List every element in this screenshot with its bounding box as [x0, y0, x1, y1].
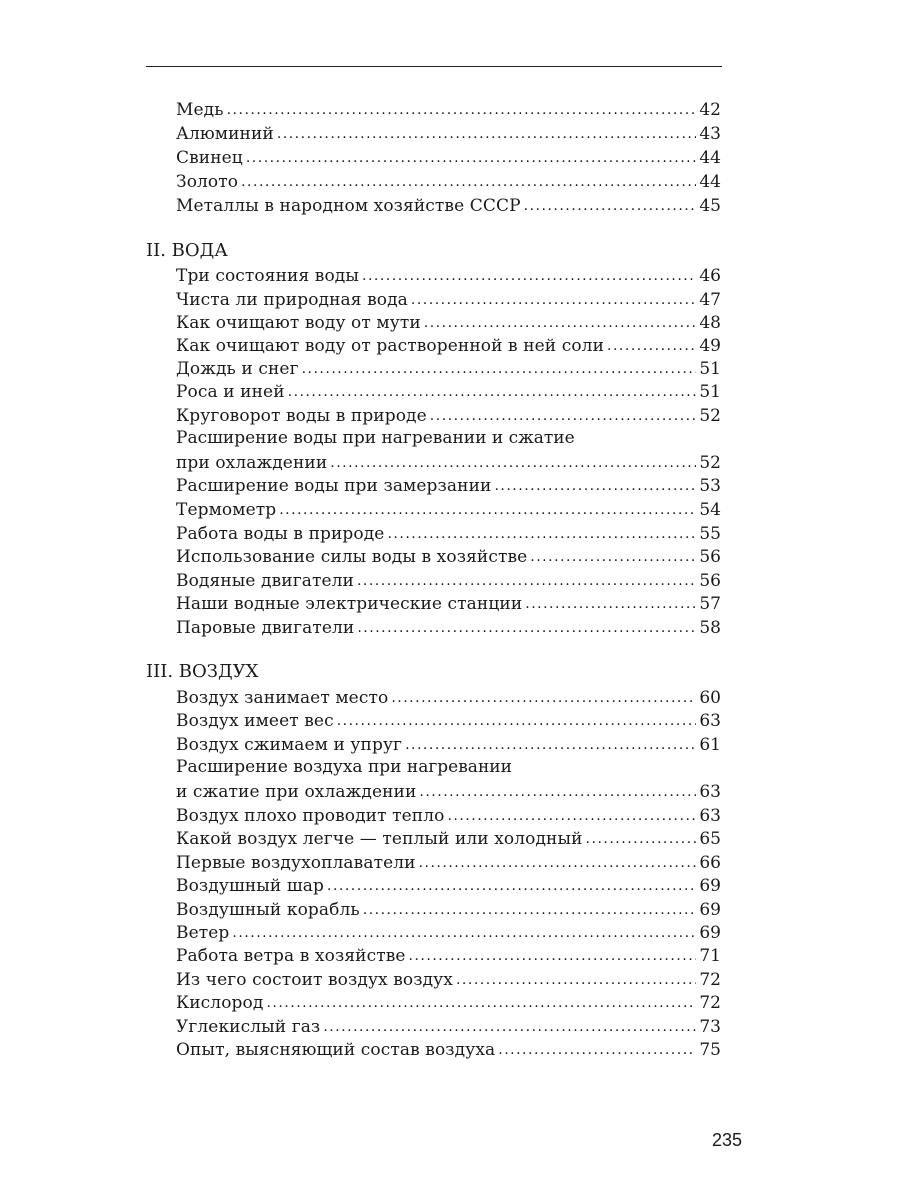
toc-entry-page: 52 — [699, 453, 721, 473]
leader-dots — [391, 688, 696, 708]
toc-entry-title: при охлаждении — [176, 453, 328, 473]
leader-dots — [419, 782, 696, 802]
leader-dots — [279, 500, 696, 520]
toc-entry-title: Паровые двигатели — [176, 618, 355, 638]
toc-entry-title: Воздух плохо проводит тепло — [176, 806, 445, 826]
toc-entry-title: Как очищают воду от растворенной в ней соли — [176, 336, 605, 356]
toc-entry — [176, 309, 721, 333]
toc-entry-title-line1: Расширение воды при нагревании и сжатие — [176, 428, 575, 448]
toc-entry — [176, 966, 721, 990]
toc-entry — [176, 192, 721, 216]
toc-entry-title: Алюминий — [176, 124, 274, 144]
leader-dots — [302, 359, 697, 379]
toc-entry-title: Кислород — [176, 993, 264, 1013]
leader-dots — [411, 290, 696, 310]
toc-entry-title: Три состояния воды — [176, 266, 359, 286]
leader-dots — [419, 853, 697, 873]
toc-entry-title: Наши водные электрические станции — [176, 594, 523, 614]
toc-entry-page: 44 — [699, 148, 721, 168]
leader-dots — [277, 124, 697, 144]
toc-entry — [176, 472, 721, 496]
leader-dots — [241, 172, 696, 192]
leader-dots — [409, 946, 697, 966]
toc-entry — [176, 120, 721, 144]
toc-entry-page: 42 — [699, 100, 721, 120]
toc-entry-page: 44 — [699, 172, 721, 192]
toc-entry — [176, 896, 721, 920]
toc-entry — [176, 1013, 721, 1037]
toc-entry-title: Как очищают воду от мути — [176, 313, 421, 333]
toc-entry — [176, 332, 721, 356]
toc-entry — [176, 825, 721, 849]
toc-entry-title: Круговорот воды в природе — [176, 406, 427, 426]
page-number: 235 — [711, 1130, 742, 1150]
toc-entry-title: Работа воды в природе — [176, 524, 385, 544]
toc-entry-page: 58 — [699, 618, 721, 638]
toc-entry — [176, 778, 721, 802]
toc-entry — [176, 849, 721, 873]
leader-dots — [337, 711, 697, 731]
toc-entry-page: 51 — [699, 359, 721, 379]
toc-entry — [176, 144, 721, 168]
leader-dots — [288, 382, 697, 402]
toc-entry-page: 61 — [699, 735, 721, 755]
toc-entry-title: Использование силы воды в хозяйстве — [176, 547, 528, 567]
toc-entry-title: Роса и иней — [176, 382, 285, 402]
toc-entry-page: 75 — [699, 1040, 721, 1060]
leader-dots — [363, 900, 697, 920]
toc-entry-page: 72 — [699, 970, 721, 990]
leader-dots — [387, 524, 696, 544]
leader-dots — [232, 923, 696, 943]
toc-entry-page: 57 — [699, 594, 721, 614]
toc-entry — [176, 590, 721, 614]
toc-entry — [176, 989, 721, 1013]
toc-entry-title: Воздушный шар — [176, 876, 324, 896]
toc-entry-title: Углекислый газ — [176, 1017, 321, 1037]
toc-entry-title: Воздушный корабль — [176, 900, 360, 920]
leader-dots — [525, 594, 696, 614]
toc-entry-page: 69 — [699, 923, 721, 943]
toc-entry-title: и сжатие при охлаждении — [176, 782, 417, 802]
toc-entry-page: 65 — [699, 829, 721, 849]
toc-entry — [176, 262, 721, 286]
leader-dots — [362, 266, 696, 286]
toc-entry-title: Воздух имеет вес — [176, 711, 334, 731]
section-heading-water: II. ВОДА — [146, 240, 228, 261]
toc-entry-page: 63 — [699, 782, 721, 802]
toc-entry-page: 45 — [699, 196, 721, 216]
leader-dots — [266, 993, 696, 1013]
toc-entry — [176, 168, 721, 192]
leader-dots — [357, 618, 696, 638]
toc-entry-page: 69 — [699, 900, 721, 920]
toc-entry-title: Опыт, выясняющий состав воздуха — [176, 1040, 496, 1060]
toc-entry-title: Чиста ли природная вода — [176, 290, 408, 310]
leader-dots — [524, 196, 697, 216]
toc-entry-page: 43 — [699, 124, 721, 144]
toc-entry-title: Медь — [176, 100, 224, 120]
toc-entry — [176, 872, 721, 896]
toc-entry-page: 60 — [699, 688, 721, 708]
toc-entry-page: 63 — [699, 711, 721, 731]
toc-entry-title: Воздух занимает место — [176, 688, 389, 708]
toc-entry-title: Ветер — [176, 923, 230, 943]
toc-entry-page: 53 — [699, 476, 721, 496]
toc-entry-page: 49 — [699, 336, 721, 356]
leader-dots — [330, 453, 696, 473]
toc-entry — [176, 543, 721, 567]
toc-entry — [176, 614, 721, 638]
leader-dots — [405, 735, 696, 755]
toc-entry — [176, 496, 721, 520]
leader-dots — [246, 148, 697, 168]
toc-entry — [176, 567, 721, 591]
toc-entry-title: Из чего состоит воздух воздух — [176, 970, 453, 990]
toc-entry-title: Термометр — [176, 500, 277, 520]
toc-entry-page: 46 — [699, 266, 721, 286]
leader-dots — [327, 876, 696, 896]
toc-entry-title: Золото — [176, 172, 239, 192]
toc-entry-page: 51 — [699, 382, 721, 402]
toc-entry — [176, 520, 721, 544]
toc-entry — [176, 942, 721, 966]
leader-dots — [357, 571, 696, 591]
toc-entry-title: Первые воздухоплаватели — [176, 853, 416, 873]
toc-entry-page: 47 — [699, 290, 721, 310]
toc-entry-page: 63 — [699, 806, 721, 826]
toc-entry-page: 69 — [699, 876, 721, 896]
toc-entry — [176, 1036, 721, 1060]
section-heading-air: III. ВОЗДУХ — [146, 661, 259, 682]
toc-entry — [176, 707, 721, 731]
leader-dots — [456, 970, 696, 990]
toc-entry-page: 72 — [699, 993, 721, 1013]
leader-dots — [586, 829, 697, 849]
toc-entry-page: 48 — [699, 313, 721, 333]
toc-entry-page: 55 — [699, 524, 721, 544]
leader-dots — [447, 806, 696, 826]
toc-entry — [176, 919, 721, 943]
toc-entry-title: Воздух сжимаем и упруг — [176, 735, 403, 755]
leader-dots — [323, 1017, 696, 1037]
toc-entry-page: 71 — [699, 946, 721, 966]
header-rule — [146, 66, 722, 67]
toc-entry — [176, 684, 721, 708]
toc-entry-title: Свинец — [176, 148, 243, 168]
toc-entry — [176, 286, 721, 310]
toc-entry-page: 52 — [699, 406, 721, 426]
toc-entry — [176, 96, 721, 120]
toc-entry-title: Дождь и снег — [176, 359, 299, 379]
leader-dots — [424, 313, 697, 333]
toc-entry — [176, 449, 721, 473]
toc-entry-page: 54 — [699, 500, 721, 520]
toc-entry — [176, 802, 721, 826]
toc-entry-title: Расширение воды при замерзании — [176, 476, 492, 496]
leader-dots — [494, 476, 696, 496]
toc-entry-title: Водяные двигатели — [176, 571, 354, 591]
leader-dots — [607, 336, 696, 356]
toc-entry-page: 56 — [699, 547, 721, 567]
toc-entry — [176, 355, 721, 379]
leader-dots — [498, 1040, 696, 1060]
toc-entry-title-line1: Расширение воздуха при нагревании — [176, 757, 512, 777]
toc-entry — [176, 731, 721, 755]
toc-entry — [176, 402, 721, 426]
toc-entry-page: 73 — [699, 1017, 721, 1037]
leader-dots — [530, 547, 696, 567]
toc-entry-page: 66 — [699, 853, 721, 873]
toc-entry-title: Работа ветра в хозяйстве — [176, 946, 406, 966]
toc-entry-page: 56 — [699, 571, 721, 591]
toc-entry-title: Металлы в народном хозяйстве СССР — [176, 196, 521, 216]
toc-entry — [176, 378, 721, 402]
leader-dots — [430, 406, 697, 426]
leader-dots — [227, 100, 697, 120]
toc-entry-title: Какой воздух легче — теплый или холодный — [176, 829, 583, 849]
